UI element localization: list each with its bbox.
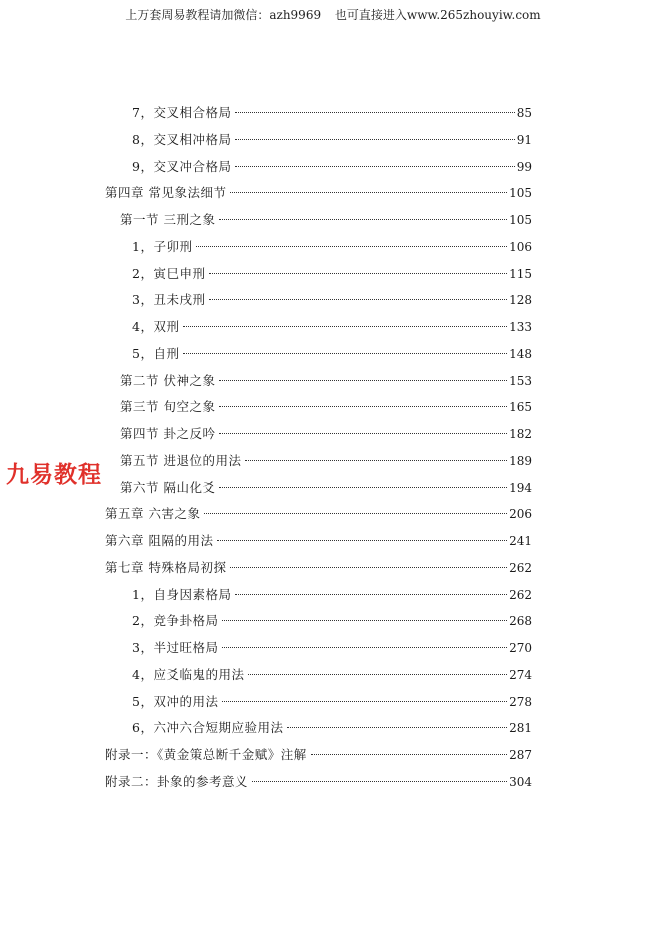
toc-entry[interactable] xyxy=(0,716,666,740)
toc-dot-leader xyxy=(196,246,507,247)
watermark-logo: 九易教程 xyxy=(6,462,102,488)
toc-entry-line xyxy=(132,690,532,714)
toc-entry-title: 3，半过旺格局 xyxy=(132,640,219,655)
toc-entry-line xyxy=(120,395,532,419)
toc-entry[interactable] xyxy=(0,395,666,419)
toc-entry-line xyxy=(120,369,532,393)
toc-entry[interactable] xyxy=(0,342,666,366)
toc-entry-title: 第一节 三刑之象 xyxy=(120,212,216,227)
toc-dot-leader xyxy=(245,460,507,461)
toc-entry[interactable] xyxy=(0,101,666,125)
toc-page-number: 133 xyxy=(509,320,532,334)
toc-page-number: 105 xyxy=(509,213,532,227)
toc-entry[interactable] xyxy=(0,369,666,393)
toc-page-number: 281 xyxy=(509,721,532,736)
toc-dot-leader xyxy=(235,112,514,113)
toc-entry[interactable] xyxy=(0,208,666,232)
toc-entry-title: 3，丑未戌刑 xyxy=(132,292,206,308)
toc-entry[interactable] xyxy=(0,743,666,767)
toc-dot-leader xyxy=(219,487,507,488)
toc-dot-leader xyxy=(219,380,507,381)
toc-page-number: 262 xyxy=(509,560,532,575)
toc-page-number: 99 xyxy=(516,159,532,174)
toc-entry-line xyxy=(132,636,532,660)
toc-entry-title: 1，子卯刑 xyxy=(132,238,193,254)
toc-dot-leader xyxy=(183,353,507,354)
toc-entry-title: 2，寅巳申刑 xyxy=(132,265,206,281)
toc-entry[interactable] xyxy=(0,529,666,553)
toc-entry-line xyxy=(132,342,532,366)
toc-dot-leader xyxy=(217,540,507,541)
toc-entry[interactable] xyxy=(0,449,666,473)
toc-entry-line xyxy=(132,663,532,687)
toc-entry-line xyxy=(132,583,532,607)
toc-dot-leader xyxy=(311,754,507,755)
toc-entry-line xyxy=(105,529,532,553)
toc-entry-line xyxy=(132,716,532,740)
page-header xyxy=(0,6,666,23)
toc-page-number: 274 xyxy=(509,667,532,682)
toc-dot-leader xyxy=(235,139,514,140)
toc-entry-title: 6，六冲六合短期应验用法 xyxy=(132,720,284,736)
toc-entry[interactable] xyxy=(0,583,666,607)
toc-page-number: 262 xyxy=(509,587,532,602)
toc-entry-line xyxy=(105,556,532,580)
toc-entry-title: 附录一：《黄金策总断千金赋》注解 xyxy=(105,747,307,762)
toc-entry-title: 7，交叉相合格局 xyxy=(132,105,232,120)
toc-entry-title: 2，竞争卦格局 xyxy=(132,613,219,629)
toc-entry[interactable] xyxy=(0,502,666,526)
toc-page-number: 106 xyxy=(509,239,532,254)
toc-entry[interactable] xyxy=(0,690,666,714)
toc-dot-leader xyxy=(248,674,507,675)
toc-entry-line xyxy=(120,449,532,473)
toc-entry-title: 第三节 旬空之象 xyxy=(120,399,216,415)
toc-page-number: 189 xyxy=(509,453,532,468)
header-website-text: 也可直接进入www.265zhouyiw.com xyxy=(334,8,541,22)
toc-entry-line xyxy=(105,181,532,205)
toc-entry-title: 第六节 隔山化爻 xyxy=(120,479,216,495)
toc-entry-title: 第六章 阻隔的用法 xyxy=(105,533,214,548)
toc-entry-line xyxy=(132,155,532,179)
toc-entry-line xyxy=(120,476,532,500)
toc-entry-title: 1，自身因素格局 xyxy=(132,586,232,602)
toc-entry-title: 5，自刑 xyxy=(132,345,180,361)
toc-page-number: 304 xyxy=(509,774,532,789)
toc-entry-title: 第五章 六害之象 xyxy=(105,506,201,522)
toc-page-number: 278 xyxy=(509,694,532,709)
toc-entry-line xyxy=(105,743,532,767)
toc-entry-title: 5，双冲的用法 xyxy=(132,693,219,709)
toc-entry[interactable] xyxy=(0,476,666,500)
toc-entry-title: 4，应爻临鬼的用法 xyxy=(132,666,245,682)
toc-dot-leader xyxy=(219,406,507,407)
toc-entry-title: 第四节 卦之反吟 xyxy=(120,426,216,441)
toc-dot-leader xyxy=(230,567,507,568)
toc-dot-leader xyxy=(222,701,507,702)
toc-entry-line xyxy=(105,502,532,526)
toc-dot-leader xyxy=(209,273,507,274)
toc-entry-title: 第二节 伏神之象 xyxy=(120,372,216,388)
toc-entry-title: 9，交叉冲合格局 xyxy=(132,158,232,174)
toc-dot-leader xyxy=(235,166,514,167)
toc-entry-line xyxy=(105,770,532,794)
toc-dot-leader xyxy=(252,781,507,782)
toc-page-number: 194 xyxy=(509,480,532,495)
toc-entry-line xyxy=(132,101,532,125)
toc-entry-line xyxy=(132,262,532,286)
header-wechat-text: 上万套周易教程请加微信：azh9969 xyxy=(125,8,322,22)
toc-entry-title: 附录二：卦象的参考意义 xyxy=(105,773,249,789)
toc-dot-leader xyxy=(209,299,507,300)
toc-entry[interactable] xyxy=(0,262,666,286)
toc-entry[interactable] xyxy=(0,155,666,179)
toc-entry-title: 4，双刑 xyxy=(132,319,180,334)
toc-entry[interactable] xyxy=(0,770,666,794)
toc-dot-leader xyxy=(235,594,507,595)
toc-page-number: 91 xyxy=(516,132,532,147)
toc-entry-title: 第五节 进退位的用法 xyxy=(120,452,242,468)
toc-entry-line xyxy=(120,422,532,446)
toc-entry[interactable] xyxy=(0,128,666,152)
toc-page-number: 182 xyxy=(509,427,532,441)
toc-entry-line xyxy=(132,235,532,259)
toc-entry[interactable] xyxy=(0,636,666,660)
toc-page-number: 287 xyxy=(509,748,532,762)
toc-page-number: 241 xyxy=(509,534,532,548)
toc-entry[interactable] xyxy=(0,288,666,312)
toc-dot-leader xyxy=(222,620,507,621)
toc-page-number: 268 xyxy=(509,614,532,629)
toc-entry[interactable] xyxy=(0,235,666,259)
toc-dot-leader xyxy=(183,326,507,327)
toc-entry[interactable] xyxy=(0,663,666,687)
toc-entry-line xyxy=(132,128,532,152)
toc-entry[interactable] xyxy=(0,422,666,446)
toc-entry[interactable] xyxy=(0,556,666,580)
toc-entry-line xyxy=(132,315,532,339)
toc-entry[interactable] xyxy=(0,609,666,633)
toc-page-number: 165 xyxy=(509,400,532,415)
toc-entry-line xyxy=(132,609,532,633)
toc-dot-leader xyxy=(219,433,507,434)
toc-page-number: 206 xyxy=(509,507,532,522)
toc-entry[interactable] xyxy=(0,315,666,339)
toc-page-number: 153 xyxy=(509,373,532,388)
toc-dot-leader xyxy=(222,647,507,648)
toc-entry-line xyxy=(132,288,532,312)
toc-page-number: 148 xyxy=(509,346,532,361)
toc-dot-leader xyxy=(219,219,507,220)
toc-page-number: 115 xyxy=(509,266,532,281)
toc-page-number: 270 xyxy=(509,641,532,655)
toc-entry-title: 第四章 常见象法细节 xyxy=(105,185,227,201)
toc-page-number: 85 xyxy=(516,106,532,120)
toc-page-number: 128 xyxy=(509,293,532,308)
toc-dot-leader xyxy=(204,513,507,514)
toc-dot-leader xyxy=(287,727,507,728)
toc-entry-line xyxy=(120,208,532,232)
toc-page-number: 105 xyxy=(509,186,532,201)
toc-entry[interactable] xyxy=(0,181,666,205)
toc-entry-title: 8，交叉相冲格局 xyxy=(132,131,232,147)
toc-entry-title: 第七章 特殊格局初探 xyxy=(105,559,227,575)
toc-dot-leader xyxy=(230,192,507,193)
